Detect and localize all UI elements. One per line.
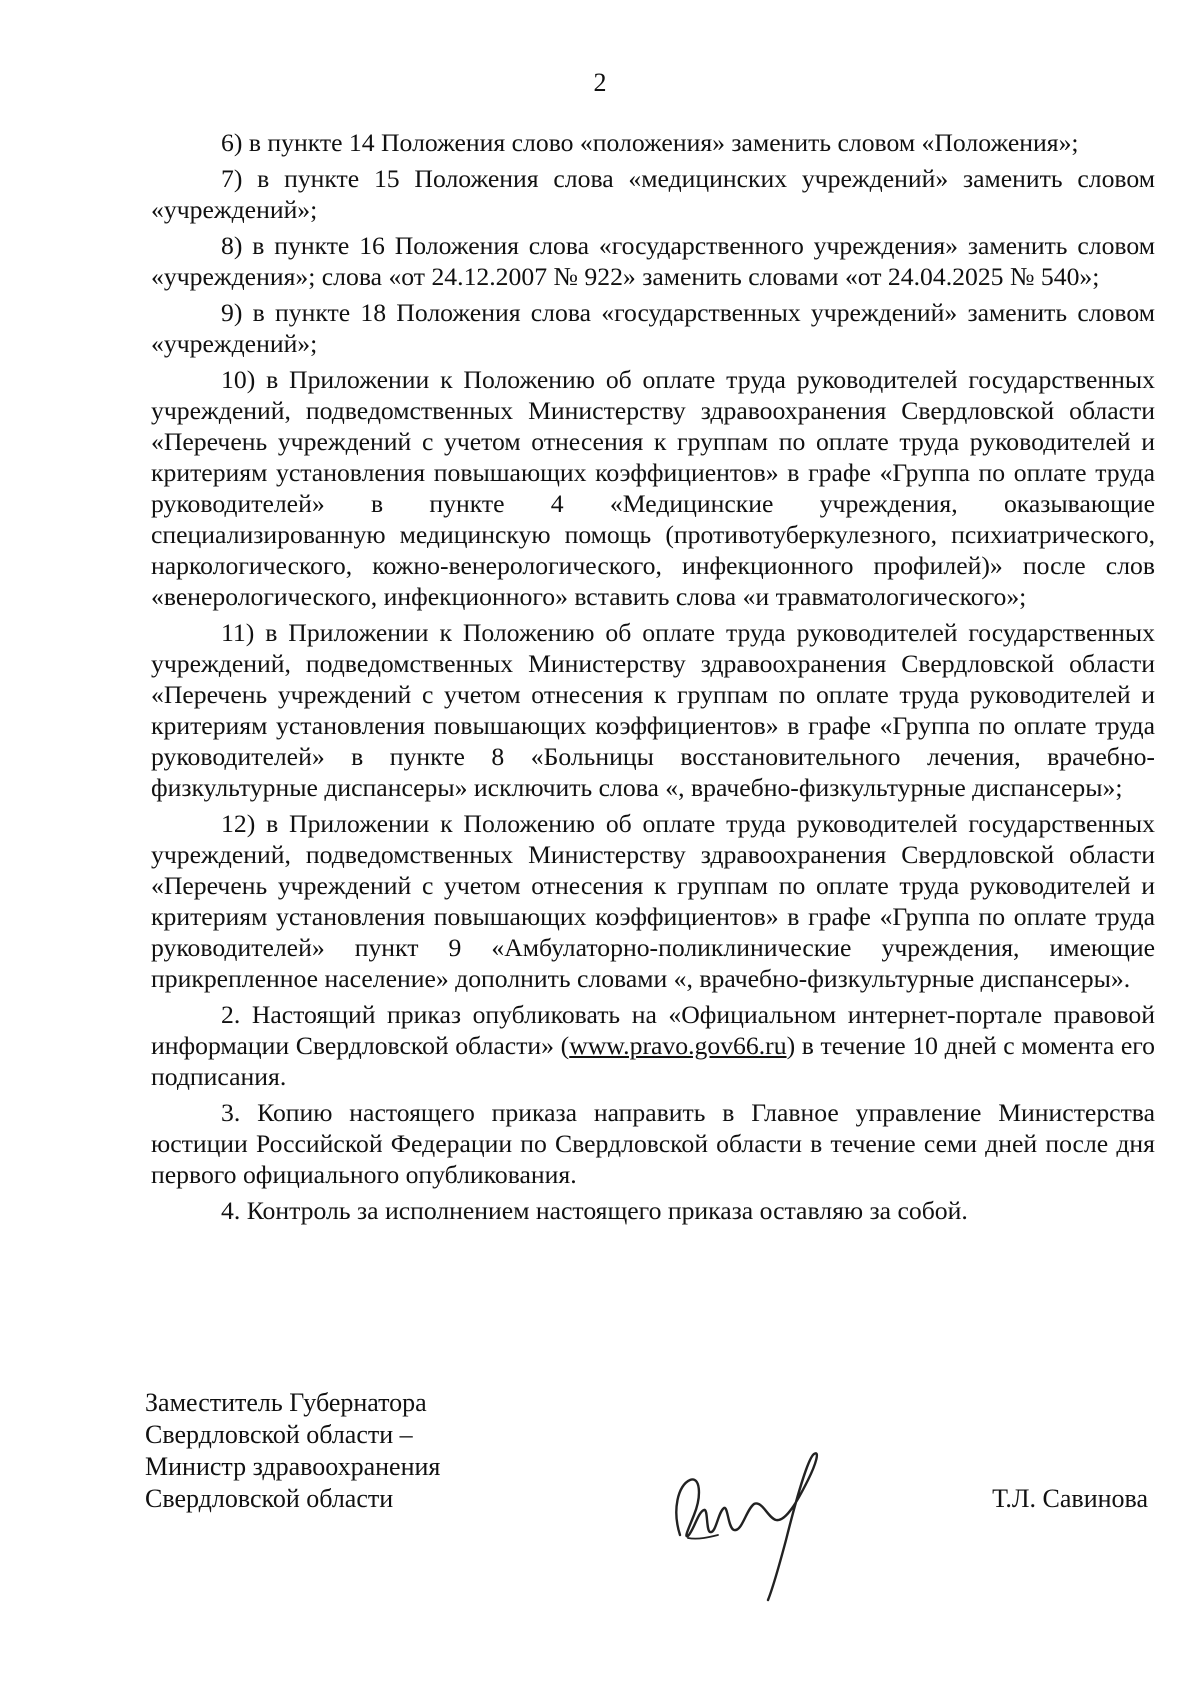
clause-3: 3. Копию настоящего приказа направить в Главное управление Министерства юстиции Российской Федерации по Свердловской области в течение семи дней после дня первого официального опубликования. xyxy=(151,1098,1155,1189)
clause-4: 4. Контроль за исполнением настоящего приказа оставляю за собой. xyxy=(221,1196,968,1225)
signer-name: Т.Л. Савинова xyxy=(992,1484,1148,1513)
list-item-7: 7) в пункте 15 Положения слова «медицинских учреждений» заменить словом «учреждений»; xyxy=(151,164,1155,224)
clause-2 xyxy=(151,999,1155,1092)
list-item-6: 6) в пункте 14 Положения слово «положения» заменить словом «Положения»; xyxy=(221,128,1079,157)
signatory-line: Свердловской области xyxy=(145,1484,394,1513)
list-item-10: 10) в Приложении к Положению об оплате труда руководителей государственных учреждений, подведомственных Министерству здравоохранения Свердловской области «Перечень учреждений с учетом отнесения к группам по оплате труда руководителей и критериям установления повышающих коэффициентов» в графе «Группа по оплате труда руководителей» в пункте 4 «Медицинские учреждения, оказывающие специализированную медицинскую помощь (противотуберкулезного, психиатрического, наркологического, кожно-венерологического, инфекционного профилей)» после слов «венерологического, инфекционного» вставить слова «и травматологического»; xyxy=(151,365,1155,611)
signatory-line: Министр здравоохранения xyxy=(145,1452,441,1481)
clause-2-text-after: ) в течение 10 дней с момента его подписания. xyxy=(151,1031,1155,1091)
handwritten-signature xyxy=(658,1440,848,1610)
clause-2-text-before: 2. Настоящий приказ опубликовать на «Официальном интернет-портале правовой информации Свердловской области» ( xyxy=(151,1000,1155,1060)
signatory-title xyxy=(145,1387,440,1515)
page-number: 2 xyxy=(593,68,607,97)
signatory-line: Свердловской области – xyxy=(145,1420,413,1449)
list-item-9: 9) в пункте 18 Положения слова «государственных учреждений» заменить словом «учреждений»; xyxy=(151,298,1155,358)
document-body xyxy=(151,127,1155,1226)
list-item-11: 11) в Приложении к Положению об оплате труда руководителей государственных учреждений, подведомственных Министерству здравоохранения Свердловской области «Перечень учреждений с учетом отнесения к группам по оплате труда руководителей и критериям установления повышающих коэффициентов» в графе «Группа по оплате труда руководителей» в пункте 8 «Больницы восстановительного лечения, врачебно-физкультурные диспансеры» исключить слова «, врачебно-физкультурные диспансеры»; xyxy=(151,618,1155,802)
list-item-12: 12) в Приложении к Положению об оплате труда руководителей государственных учреждений, подведомственных Министерству здравоохранения Свердловской области «Перечень учреждений с учетом отнесения к группам по оплате труда руководителей и критериям установления повышающих коэффициентов» в графе «Группа по оплате труда руководителей» пункт 9 «Амбулаторно-поликлинические учреждения, имеющие прикрепленное население» дополнить словами «, врачебно-физкультурные диспансеры». xyxy=(151,809,1155,993)
portal-link[interactable]: www.pravo.gov66.ru xyxy=(569,1031,787,1060)
list-item-8: 8) в пункте 16 Положения слова «государственного учреждения» заменить словом «учреждения»; слова «от 24.12.2007 № 922» заменить словами «от 24.04.2025 № 540»; xyxy=(151,231,1155,291)
signatory-line: Заместитель Губернатора xyxy=(145,1388,427,1417)
